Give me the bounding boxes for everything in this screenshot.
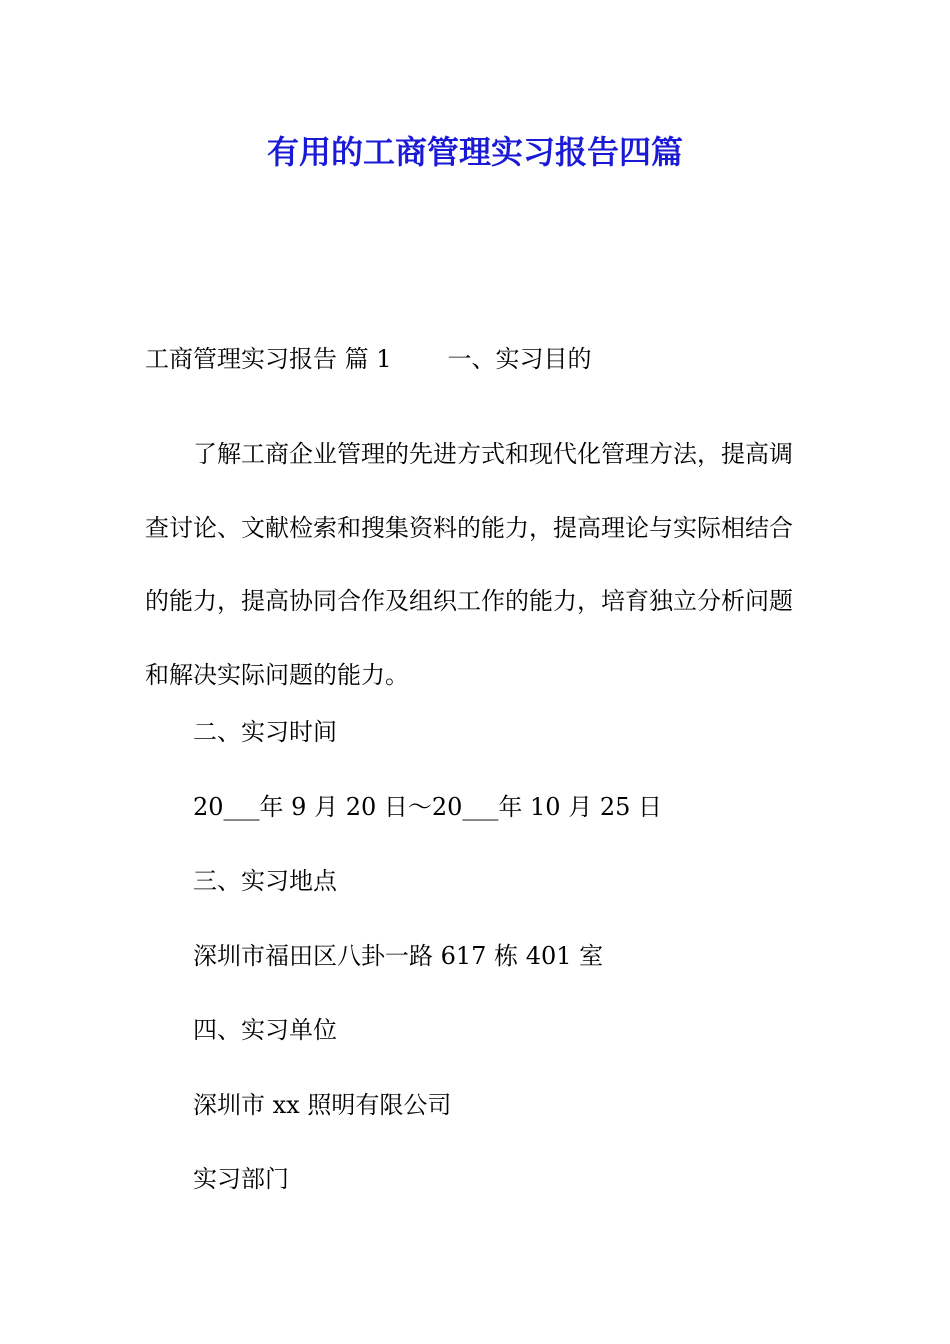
section1-heading: 一、实习目的 [447,345,592,373]
paragraph-line: 了解工商企业管理的先进方式和现代化管理方法，提高调 [193,440,793,468]
section2-content: 20___年 9 月 20 日～20___年 10 月 25 日 [193,793,662,821]
document-title: 有用的工商管理实习报告四篇 [266,133,683,171]
paragraph-line: 查讨论、文献检索和搜集资料的能力，提高理论与实际相结合 [145,513,793,542]
report-label: 工商管理实习报告 篇 1 [145,345,392,373]
section2-heading: 二、实习时间 [193,718,337,746]
section5-heading: 实习部门 [193,1165,289,1193]
section4-heading: 四、实习单位 [193,1016,337,1044]
section3-content: 深圳市福田区八卦一路 617 栋 401 室 [193,942,604,970]
section4-content: 深圳市 xx 照明有限公司 [193,1091,452,1119]
paragraph-line: 的能力，提高协同合作及组织工作的能力，培育独立分析问题 [145,587,793,615]
paragraph-line: 和解决实际问题的能力。 [145,660,409,689]
section3-heading: 三、实习地点 [193,867,337,895]
paragraph-purpose [145,418,807,712]
report-heading-line [145,341,592,377]
